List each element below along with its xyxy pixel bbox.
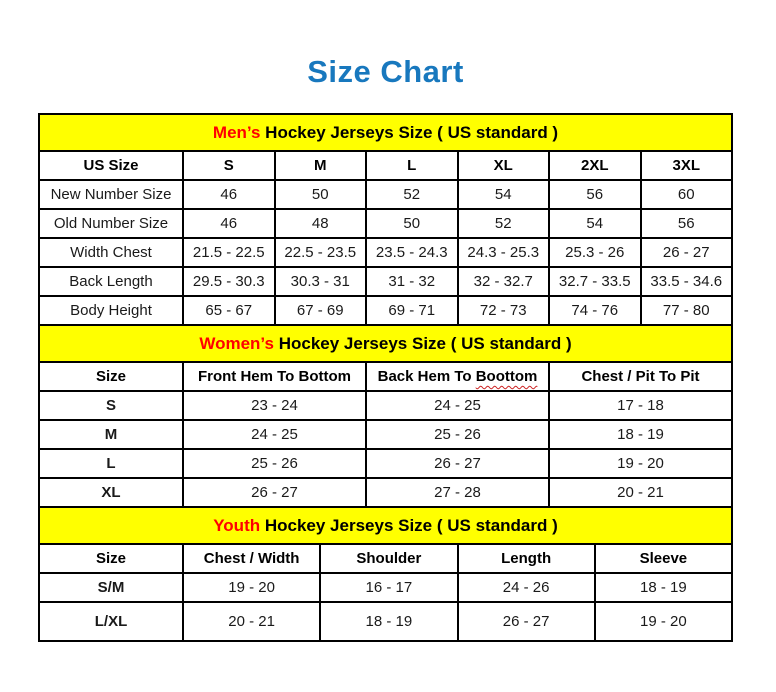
size-tables <box>38 113 733 642</box>
mens-table-row <box>39 238 732 267</box>
mens-value-cell: 52 <box>458 209 550 238</box>
mens-value-cell: 72 - 73 <box>458 296 550 325</box>
mens-value-cell: 67 - 69 <box>275 296 367 325</box>
mens-section-title <box>39 114 732 151</box>
womens-column-header: Size <box>39 362 183 391</box>
womens-column-header-row <box>39 362 732 391</box>
mens-section-title-text: Hockey Jerseys Size ( US standard ) <box>260 122 559 142</box>
mens-value-cell: 69 - 71 <box>366 296 458 325</box>
youth-value-cell: 20 - 21 <box>183 602 320 641</box>
mens-value-cell: 65 - 67 <box>183 296 275 325</box>
mens-value-cell: 50 <box>366 209 458 238</box>
youth-size-table <box>38 506 733 642</box>
womens-column-header: Front Hem To Bottom <box>183 362 366 391</box>
mens-value-cell: 46 <box>183 180 275 209</box>
mens-section-title-highlight: Men’s <box>212 122 261 142</box>
womens-table-row <box>39 478 732 507</box>
womens-column-header <box>366 362 549 391</box>
mens-column-header: M <box>275 151 367 180</box>
youth-column-header: Sleeve <box>595 544 732 573</box>
size-chart-title: Size Chart <box>307 54 464 89</box>
mens-table-row <box>39 209 732 238</box>
womens-table-row <box>39 420 732 449</box>
youth-section-title <box>39 507 732 544</box>
mens-value-cell: 77 - 80 <box>641 296 733 325</box>
mens-value-cell: 54 <box>549 209 641 238</box>
womens-value-cell: 19 - 20 <box>549 449 732 478</box>
mens-value-cell: 22.5 - 23.5 <box>275 238 367 267</box>
youth-value-cell: 16 - 17 <box>320 573 457 602</box>
youth-value-cell: 26 - 27 <box>458 602 595 641</box>
mens-size-table <box>38 113 733 326</box>
womens-section-title-text: Hockey Jerseys Size ( US standard ) <box>273 333 572 353</box>
mens-value-cell: 54 <box>458 180 550 209</box>
mens-value-cell: 26 - 27 <box>641 238 733 267</box>
womens-value-cell: 17 - 18 <box>549 391 732 420</box>
mens-table-row <box>39 180 732 209</box>
womens-value-cell: 24 - 25 <box>366 391 549 420</box>
youth-column-header-row <box>39 544 732 573</box>
mens-row-label: Old Number Size <box>39 209 183 238</box>
mens-value-cell: 56 <box>641 209 733 238</box>
mens-value-cell: 31 - 32 <box>366 267 458 296</box>
womens-value-cell: 26 - 27 <box>366 449 549 478</box>
womens-value-cell: 23 - 24 <box>183 391 366 420</box>
mens-value-cell: 56 <box>549 180 641 209</box>
column-header-text: Back Hem To <box>377 368 476 385</box>
youth-column-header: Size <box>39 544 183 573</box>
womens-column-header: Chest / Pit To Pit <box>549 362 732 391</box>
mens-table-row <box>39 267 732 296</box>
youth-row-label: S/M <box>39 573 183 602</box>
youth-table-row <box>39 602 732 641</box>
mens-value-cell: 25.3 - 26 <box>549 238 641 267</box>
womens-value-cell: 20 - 21 <box>549 478 732 507</box>
womens-row-label: M <box>39 420 183 449</box>
mens-value-cell: 46 <box>183 209 275 238</box>
youth-value-cell: 24 - 26 <box>458 573 595 602</box>
youth-column-header: Shoulder <box>320 544 457 573</box>
womens-value-cell: 25 - 26 <box>183 449 366 478</box>
youth-value-cell: 18 - 19 <box>595 573 732 602</box>
youth-row-label: L/XL <box>39 602 183 641</box>
mens-column-header: XL <box>458 151 550 180</box>
mens-value-cell: 32 - 32.7 <box>458 267 550 296</box>
youth-table-row <box>39 573 732 602</box>
mens-value-cell: 74 - 76 <box>549 296 641 325</box>
womens-value-cell: 26 - 27 <box>183 478 366 507</box>
mens-section-header-row <box>39 114 732 151</box>
mens-row-label: Back Length <box>39 267 183 296</box>
mens-value-cell: 33.5 - 34.6 <box>641 267 733 296</box>
mens-value-cell: 24.3 - 25.3 <box>458 238 550 267</box>
womens-table-row <box>39 391 732 420</box>
mens-value-cell: 52 <box>366 180 458 209</box>
mens-row-label: New Number Size <box>39 180 183 209</box>
mens-value-cell: 32.7 - 33.5 <box>549 267 641 296</box>
youth-section-title-text: Hockey Jerseys Size ( US standard ) <box>260 515 558 535</box>
mens-row-label: Body Height <box>39 296 183 325</box>
womens-value-cell: 18 - 19 <box>549 420 732 449</box>
mens-column-header: 3XL <box>641 151 733 180</box>
mens-value-cell: 23.5 - 24.3 <box>366 238 458 267</box>
mens-value-cell: 48 <box>275 209 367 238</box>
womens-section-header-row <box>39 325 732 362</box>
womens-section-title-highlight: Women’s <box>199 333 274 353</box>
mens-column-header: 2XL <box>549 151 641 180</box>
mens-column-header: S <box>183 151 275 180</box>
youth-section-title-highlight: Youth <box>213 515 261 535</box>
womens-table-row <box>39 449 732 478</box>
womens-value-cell: 24 - 25 <box>183 420 366 449</box>
youth-column-header: Chest / Width <box>183 544 320 573</box>
youth-value-cell: 18 - 19 <box>320 602 457 641</box>
mens-column-header: L <box>366 151 458 180</box>
mens-column-header-row <box>39 151 732 180</box>
mens-value-cell: 29.5 - 30.3 <box>183 267 275 296</box>
womens-row-label: S <box>39 391 183 420</box>
mens-value-cell: 21.5 - 22.5 <box>183 238 275 267</box>
mens-value-cell: 30.3 - 31 <box>275 267 367 296</box>
womens-row-label: L <box>39 449 183 478</box>
youth-column-header: Length <box>458 544 595 573</box>
womens-row-label: XL <box>39 478 183 507</box>
womens-size-table <box>38 324 733 508</box>
youth-value-cell: 19 - 20 <box>595 602 732 641</box>
womens-value-cell: 25 - 26 <box>366 420 549 449</box>
mens-column-header: US Size <box>39 151 183 180</box>
womens-section-title <box>39 325 732 362</box>
mens-table-row <box>39 296 732 325</box>
youth-value-cell: 19 - 20 <box>183 573 320 602</box>
mens-value-cell: 50 <box>275 180 367 209</box>
womens-value-cell: 27 - 28 <box>366 478 549 507</box>
youth-section-header-row <box>39 507 732 544</box>
mens-row-label: Width Chest <box>39 238 183 267</box>
misspelled-word: Boottom <box>475 368 538 385</box>
mens-value-cell: 60 <box>641 180 733 209</box>
